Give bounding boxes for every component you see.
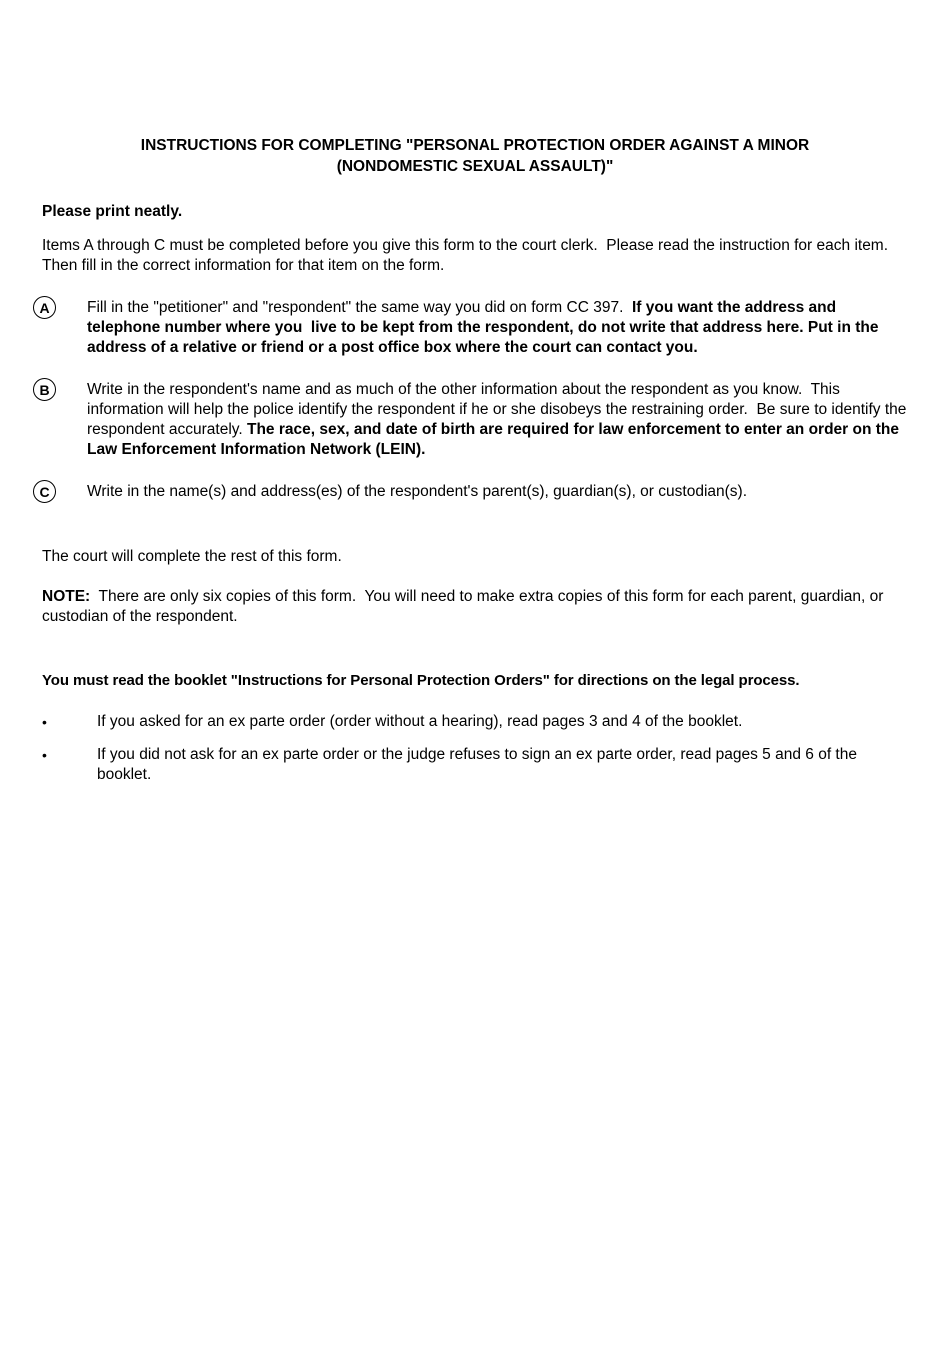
bullet-2-text: If you did not ask for an ex parte order or the judge refuses to sign an ex parte order, read pages 5 and 6 of the booklet. <box>97 746 857 783</box>
item-c-text <box>87 482 908 503</box>
instruction-item-b <box>39 380 911 460</box>
item-b-bold-text: The race, sex, and date of birth are required for law enforcement to enter an order on the Law Enforcement Information Network (LEIN). <box>87 421 904 458</box>
instruction-item-c <box>39 482 908 503</box>
item-c-circle-badge: C <box>33 480 56 503</box>
court-complete-line: The court will complete the rest of this form. <box>42 548 342 565</box>
item-a-bold-text: If you want the address and telephone number where you live to be kept from the respondent, do not write that address here. Put in the address of a relative or friend or a post office box where the court can contact you. <box>87 299 883 356</box>
note-label: NOTE: <box>42 588 91 605</box>
intro-paragraph: Items A through C must be completed before you give this form to the court clerk. Please read the instruction for each item. Then fill in the correct information for that item on the form. <box>42 237 897 274</box>
item-a-regular-text: Fill in the "petitioner" and "respondent" the same way you did on form CC 397. <box>87 299 632 316</box>
bullet-marker: • <box>42 714 47 730</box>
bullet-item-2 <box>42 745 908 785</box>
title-line-2: (NONDOMESTIC SEXUAL ASSAULT)" <box>336 158 614 175</box>
print-neatly-note: Please print neatly. <box>42 203 183 220</box>
item-b-circle-badge: B <box>33 378 56 401</box>
item-c-regular-text: Write in the name(s) and address(es) of the respondent's parent(s), guardian(s), or custodian(s). <box>87 483 748 500</box>
item-a-letter-column <box>32 298 87 358</box>
item-b-regular-text: Write in the respondent's name and as much of the other information about the respondent as you know. This information will help the police identify the respondent if he or she disobeys the restraining order. Be sure to identify the respondent accurately. <box>87 381 911 438</box>
document-title <box>42 135 908 177</box>
title-line-1: INSTRUCTIONS FOR COMPLETING "PERSONAL PROTECTION ORDER AGAINST A MINOR <box>140 137 810 154</box>
note-text: There are only six copies of this form. You will need to make extra copies of this form for each parent, guardian, or custodian of the respondent. <box>42 588 888 625</box>
bullet-marker: • <box>42 747 47 763</box>
booklet-heading: You must read the booklet "Instructions for Personal Protection Orders" for directions on the legal process. <box>42 672 800 689</box>
item-c-letter-column <box>32 482 87 503</box>
item-b-letter-column <box>32 380 87 460</box>
item-a-circle-badge: A <box>33 296 56 319</box>
document-page <box>0 135 950 785</box>
item-b-text <box>87 380 911 460</box>
note-paragraph <box>42 587 908 627</box>
item-a-text <box>87 298 908 358</box>
instruction-item-a <box>39 298 908 358</box>
bullet-item-1 <box>42 712 908 732</box>
bullet-1-text: If you asked for an ex parte order (order without a hearing), read pages 3 and 4 of the booklet. <box>97 713 743 730</box>
